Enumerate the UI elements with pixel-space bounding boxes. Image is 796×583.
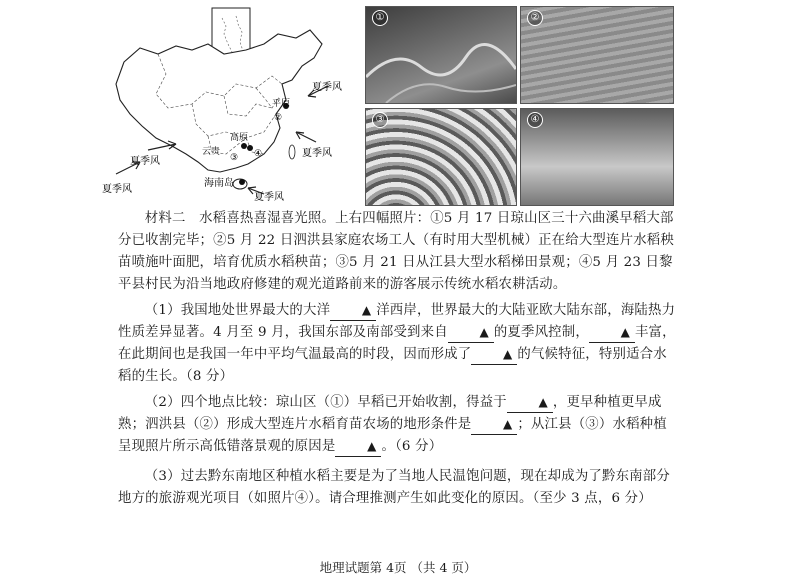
q1-blank-1[interactable]: ▲ — [330, 301, 376, 321]
q2-blank-3[interactable]: ▲ — [335, 437, 381, 457]
china-map — [96, 4, 358, 204]
site-2-label: ② — [274, 113, 283, 123]
q2-blank-2[interactable]: ▲ — [471, 415, 517, 435]
photo-2-number: ② — [527, 10, 543, 26]
q1-blank-2[interactable]: ▲ — [448, 323, 494, 343]
plain-label: 平原 — [272, 99, 291, 109]
summer-wind-label-1: 夏季风 — [312, 82, 342, 93]
photo-1 — [365, 6, 517, 104]
q2-text-c: ；从江县（③）水稻种植呈现照片所示高低错落景观的原因是 — [118, 417, 667, 454]
summer-wind-label-3: 夏季风 — [254, 192, 284, 203]
q3-text: （3）过去黔东南地区种植水稻主要是为了当地人民温饱问题，现在却成为了黔东南部分地方的旅游观光项目（如照片④）。请合理推测产生如此变化的原因。（至少 3 点，6 分） — [118, 469, 670, 506]
q1-text-c: 的夏季风控制， — [493, 325, 589, 340]
q1-text-e: 的气候特征，特别适合水稻的生长。（8 分） — [118, 347, 667, 384]
q1-text-b: 洋西岸，世界最大的大陆亚欧大陆东部，海陆热力性质差异显著。4 月至 9 月，我国东部及南部受到来自 — [118, 303, 676, 340]
site-3-label: ③ — [230, 153, 239, 163]
yungui-label: 云贵 — [202, 147, 221, 157]
photo-4-number: ④ — [527, 112, 543, 128]
site-4-label: ④ — [254, 149, 263, 159]
photo-1-number: ① — [372, 10, 388, 26]
question-2 — [118, 392, 678, 458]
material-section — [118, 208, 678, 296]
summer-wind-label-5: 夏季风 — [130, 156, 160, 167]
photo-3 — [365, 108, 517, 206]
plateau-label: 高原 — [230, 133, 249, 143]
hainan-label: 海南岛 — [204, 178, 234, 189]
summer-wind-label-4: 夏季风 — [102, 184, 132, 195]
photo-3-number: ③ — [372, 112, 388, 128]
q1-text-a: （1）我国地处世界最大的大洋 — [144, 303, 331, 318]
q1-text-d: 丰富，在此期间也是我国一年中平均气温最高的时段，因而形成了 — [118, 325, 676, 362]
q2-blank-1[interactable]: ▲ — [507, 393, 553, 413]
site-3-dot — [241, 143, 247, 149]
q1-blank-4[interactable]: ▲ — [471, 345, 517, 365]
q2-text-d: 。（6 分） — [381, 439, 443, 454]
q2-text-a: （2）四个地点比较：琼山区（①）早稻已开始收割，得益于 — [144, 395, 507, 410]
site-1-dot — [239, 179, 245, 185]
material-paragraph: 材料二 水稻喜热喜湿喜光照。上右四幅照片：①5 月 17 日琼山区三十六曲溪早稻大部分已收割完毕；②5 月 22 日泗洪县家庭农场工人（有时用大型机械）正在给大型连片水稻秧苗喷施叶面肥，培育优质水稻秧苗；③5 月 21 日从江县大型水稻梯田景观；④5 月 23 日黎平县村民为沿当地政府修建的观光道路前来的游客展示传统水稻农耕活动。 — [118, 211, 674, 292]
summer-wind-label-2: 夏季风 — [302, 148, 332, 159]
question-1 — [118, 300, 678, 388]
page-footer: 地理试题第 4页 （共 4 页） — [319, 560, 477, 575]
site-4-dot — [247, 145, 253, 151]
photo-2 — [520, 6, 674, 104]
q2-text-b: ，更早种植更早成熟；泗洪县（②）形成大型连片水稻育苗农场的地形条件是 — [118, 395, 662, 432]
q1-blank-3[interactable]: ▲ — [589, 323, 635, 343]
photo-4 — [520, 108, 674, 206]
question-3 — [118, 466, 678, 510]
